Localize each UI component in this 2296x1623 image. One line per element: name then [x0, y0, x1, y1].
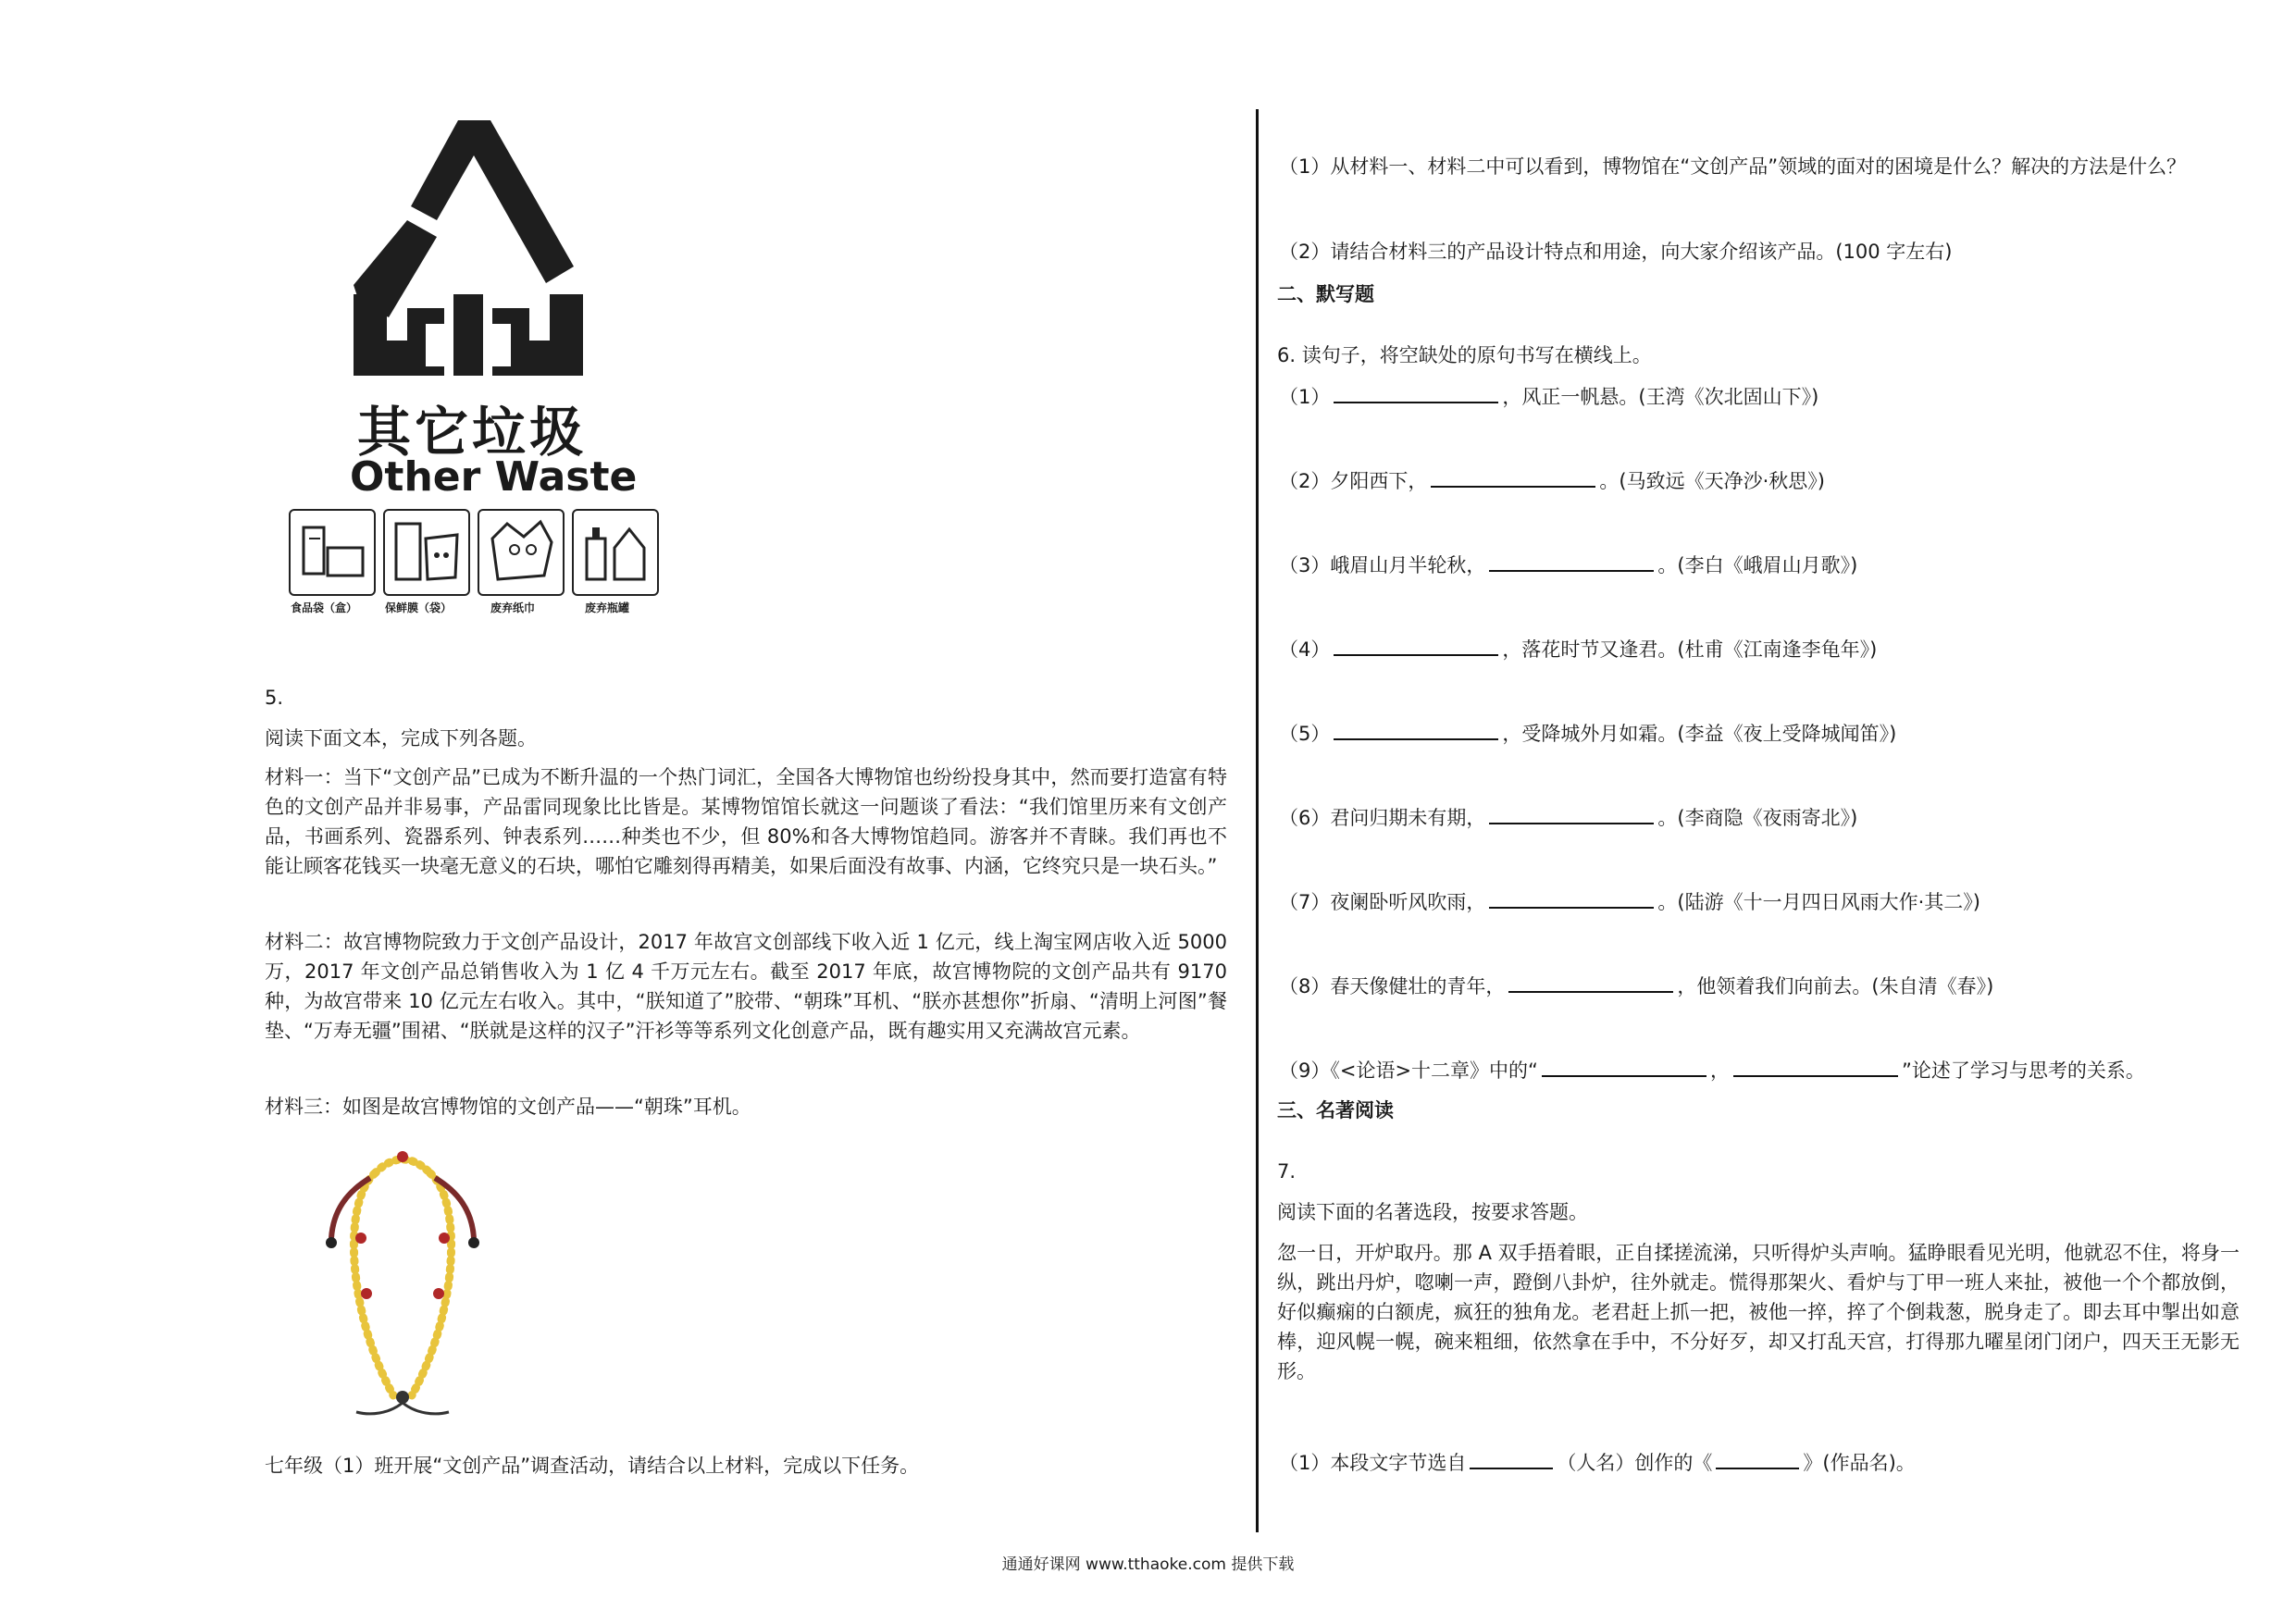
q7-passage: 忽一日，开炉取丹。那 A 双手捂着眼，正自揉搓流涕，只听得炉头声响。猛睁眼看见光明，他就忍不住，将身一纵，跳出丹炉，唿喇一声，蹬倒八卦炉，往外就走。慌得那架火、看炉与丁甲一班人来扯，被他一个个都放倒，好似癫痫的白额虎，疯狂的独角龙。老君赶上抓一把，被他一捽，捽了个倒栽葱，脱身走了。即去耳中掣出如意棒，迎风幌一幌，碗来粗细，依然拿在手中，不分好歹，却又打乱天宫，打得那九曜星闭门闭户，四天王无影无形。	[1277, 1242, 2240, 1382]
q7-sub-1	[1279, 1447, 1916, 1478]
work-title-blank[interactable]	[1716, 1447, 1799, 1469]
poem-line-5	[1279, 718, 1896, 749]
material-3: 材料三：如图是故宫博物馆的文创产品——“朝珠”耳机。	[265, 1096, 751, 1118]
poem-num: （6）	[1279, 807, 1331, 829]
poem-num: （7）	[1279, 891, 1331, 913]
material-2: 材料二：故宫博物院致力于文创产品设计，2017 年故宫文创部线下收入近 1 亿元，线上淘宝网店收入近 5000 万，2017 年文创产品总销售收入为 1 亿 4 千万元左右。截至 2017 年底，故宫博物院的文创产品共有 9170 种，为故宫带来 10 亿元左右收入。其中，“朕知道了”胶带、“朝珠”耳机、“朕亦甚想你”折扇、“清明上河图”餐垫、“万寿无疆”围裙、“朕就是这样的汉子”汗衫等等系列文化创意产品，既有趣实用又充满故宫元素。	[265, 931, 1227, 1042]
poem-after: ，他领着我们向前去。(朱自清《春》)	[1677, 975, 1994, 997]
poem-before: 君问归期未有期，	[1330, 807, 1486, 829]
material-1: 材料一：当下“文创产品”已成为不断升温的一个热门词汇，全国各大博物馆也纷纷投身其中，然而要打造富有特色的文创产品并非易事，产品雷同现象比比皆是。某博物馆馆长就这一问题谈了看法：“我们馆里历来有文创产品，书画系列、瓷器系列、钟表系列……种类也不少，但 80%和各大博物馆趋同。游客并不青睐。我们再也不能让顾客花钱买一块毫无意义的石块，哪怕它雕刻得再精美，如果后面没有故事、内涵，它终究只是一块石头。”	[265, 766, 1227, 877]
poem-after: 。(陆游《十一月四日风雨大作·其二》)	[1657, 891, 1980, 913]
caption-bottle-can: 废弃瓶罐	[585, 601, 630, 614]
poem-num: （3）	[1279, 554, 1331, 576]
q6-instruction: 6. 读句子，将空缺处的原句书写在横线上。	[1277, 344, 1652, 366]
sub-question-2: （2）请结合材料三的产品设计特点和用途，向大家介绍该产品。(100 字左右)	[1279, 241, 1953, 263]
poem-num: （5）	[1279, 723, 1331, 745]
task-text: 七年级（1）班开展“文创产品”调查活动，请结合以上材料，完成以下任务。	[265, 1455, 920, 1477]
poem-line-7	[1279, 886, 1980, 917]
caption-cling-film: 保鲜膜（袋）	[385, 601, 453, 614]
author-blank[interactable]	[1470, 1447, 1553, 1469]
poem-num: （2）	[1279, 470, 1331, 492]
logo-title-cn: 其它垃圾	[357, 401, 588, 464]
poem-num: （8）	[1279, 975, 1331, 997]
poem-line-6	[1279, 802, 1857, 833]
bottle-can-icon	[572, 509, 659, 596]
q7-number: 7.	[1277, 1160, 1297, 1183]
section-2-heading: 二、默写题	[1277, 283, 1374, 305]
sub-question-1: （1）从材料一、材料二中可以看到，博物馆在“文创产品”领域的面对的困境是什么？解决的方法是什么？	[1279, 155, 2187, 178]
poem-before: 夜阑卧听风吹雨，	[1330, 891, 1486, 913]
poem-before: 春天像健壮的青年，	[1330, 975, 1506, 997]
poem-9-mid: ，	[1709, 1059, 1730, 1082]
caption-tissue: 废弃纸巾	[490, 601, 536, 614]
poem-after: 。(李商隐《夜雨寄北》)	[1657, 807, 1858, 829]
answer-blank[interactable]	[1508, 971, 1673, 993]
answer-blank[interactable]	[1489, 550, 1654, 572]
recycle-arrows-icon	[352, 118, 583, 378]
poem-after: 。(马致远《天净沙·秋思》)	[1599, 470, 1825, 492]
poem-line-3	[1279, 550, 1857, 580]
poem-after: ，落花时节又逢君。(杜甫《江南逢李龟年》)	[1502, 638, 1878, 661]
caption-food-bag: 食品袋（盒）	[291, 601, 358, 614]
answer-blank[interactable]	[1733, 1055, 1898, 1077]
answer-blank[interactable]	[1334, 381, 1498, 403]
poem-line-2	[1279, 465, 1825, 496]
column-divider	[1256, 109, 1259, 1532]
poem-num: （1）	[1279, 386, 1331, 408]
poem-before: 夕阳西下，	[1330, 470, 1428, 492]
answer-blank[interactable]	[1489, 802, 1654, 824]
poem-line-4	[1279, 634, 1877, 664]
answer-blank[interactable]	[1489, 886, 1654, 909]
tissue-icon	[478, 509, 565, 596]
cling-film-icon	[383, 509, 470, 596]
answer-blank[interactable]	[1334, 634, 1498, 656]
food-bag-icon	[289, 509, 376, 596]
answer-blank[interactable]	[1542, 1055, 1706, 1077]
q7-sub-1-c: 》(作品名)。	[1803, 1452, 1916, 1474]
logo-title-en: Other Waste	[350, 453, 638, 501]
poem-9-after: ”论述了学习与思考的关系。	[1901, 1059, 2145, 1082]
poem-after: 。(李白《峨眉山月歌》)	[1657, 554, 1858, 576]
q7-sub-1-a: （1）本段文字节选自	[1279, 1452, 1467, 1474]
poem-num: （4）	[1279, 638, 1331, 661]
q5-number: 5.	[265, 687, 284, 709]
poem-line-1	[1279, 381, 1818, 412]
poem-after: ，风正一帆悬。(王湾《次北固山下》)	[1502, 386, 1819, 408]
poem-after: ，受降城外月如霜。(李益《夜上受降城闻笛》)	[1502, 723, 1897, 745]
q5-instruction: 阅读下面文本，完成下列各题。	[265, 727, 537, 750]
answer-blank[interactable]	[1431, 465, 1595, 488]
poem-9-before: （9）《<论语>十二章》中的“	[1279, 1059, 1538, 1082]
poem-line-9	[1279, 1055, 2145, 1085]
page-footer: 通通好课网 www.tthaoke.com 提供下载	[1001, 1555, 1295, 1574]
poem-before: 峨眉山月半轮秋，	[1330, 554, 1486, 576]
q7-sub-1-b: （人名）创作的《	[1557, 1452, 1713, 1474]
section-3-heading: 三、名著阅读	[1277, 1099, 1394, 1121]
answer-blank[interactable]	[1334, 718, 1498, 740]
other-waste-logo	[278, 111, 685, 629]
poem-line-8	[1279, 971, 1993, 1001]
chaozhu-earphone-image	[305, 1146, 527, 1423]
q7-instruction: 阅读下面的名著选段，按要求答题。	[1277, 1201, 1588, 1223]
